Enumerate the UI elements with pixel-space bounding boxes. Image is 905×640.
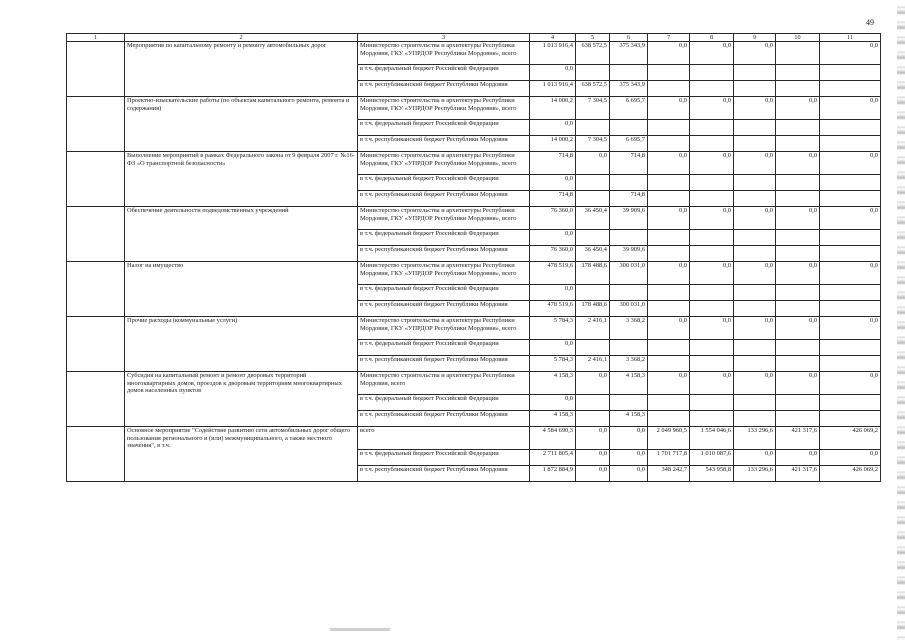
header-cell: 2 [125,34,358,42]
amount-cell: 543 958,8 [690,466,734,482]
amount-cell: 76 360,0 [530,207,576,230]
amount-cell [776,356,820,372]
row-number-cell [67,152,125,207]
amount-cell [690,65,734,81]
funding-source-cell: всего [358,427,530,450]
amount-cell [776,411,820,427]
amount-cell: 0,0 [734,317,776,340]
amount-cell [734,120,776,136]
amount-cell [820,191,881,207]
amount-cell: 0,0 [820,317,881,340]
amount-cell: 0,0 [530,285,576,301]
amount-cell: 0,0 [776,262,820,285]
funding-source-cell: Министерство строительства и архитектуры Республики Мордовия, ГКУ «УПРДОР Республики Мордовия», всего [358,207,530,230]
amount-cell: 0,0 [530,120,576,136]
amount-cell: 39 909,6 [610,246,648,262]
amount-cell: 0,0 [648,42,690,65]
amount-cell [576,230,610,246]
amount-cell [734,301,776,317]
amount-cell [820,356,881,372]
amount-cell [690,395,734,411]
row-number-cell [67,207,125,262]
amount-cell: 0,0 [820,207,881,230]
funding-source-cell: в т.ч. федеральный бюджет Российской Федерации [358,175,530,191]
amount-cell [820,65,881,81]
funding-source-cell: Министерство строительства и архитектуры Республики Мордовия, всего [358,372,530,395]
funding-source-cell: в т.ч. федеральный бюджет Российской Федерации [358,65,530,81]
amount-cell: 178 488,6 [576,301,610,317]
amount-cell [776,42,820,65]
amount-cell: 714,8 [530,191,576,207]
amount-cell: 0,0 [610,427,648,450]
amount-cell: 39 909,6 [610,207,648,230]
amount-cell: 0,0 [648,207,690,230]
amount-cell: 0,0 [576,152,610,175]
header-cell: 3 [358,34,530,42]
amount-cell [734,81,776,97]
amount-cell: 714,8 [610,191,648,207]
amount-cell [776,246,820,262]
amount-cell [820,175,881,191]
table-row [67,317,881,340]
amount-cell: 714,8 [530,152,576,175]
scan-edge-artifact [897,0,905,640]
row-number-cell [67,427,125,482]
amount-cell: 0,0 [530,395,576,411]
amount-cell: 375 343,9 [610,42,648,65]
amount-cell: 3 368,2 [610,317,648,340]
amount-cell [776,81,820,97]
amount-cell: 1 701 717,8 [648,450,690,466]
amount-cell: 1 554 046,6 [690,427,734,450]
amount-cell [734,246,776,262]
amount-cell [776,65,820,81]
amount-cell [648,356,690,372]
amount-cell: 300 031,0 [610,301,648,317]
amount-cell [690,81,734,97]
amount-cell [648,411,690,427]
funding-source-cell: в т.ч. республиканский бюджет Республики Мордовия [358,466,530,482]
amount-cell: 0,0 [734,152,776,175]
amount-cell [690,230,734,246]
amount-cell [648,191,690,207]
amount-cell [690,136,734,152]
amount-cell [776,230,820,246]
amount-cell [820,411,881,427]
amount-cell [690,411,734,427]
amount-cell [610,120,648,136]
amount-cell [648,81,690,97]
amount-cell: 478 519,6 [530,262,576,285]
amount-cell: 0,0 [734,42,776,65]
funding-source-cell: Министерство строительства и архитектуры Республики Мордовия, ГКУ «УПРДОР Республики Мордовия», всего [358,262,530,285]
amount-cell: 6 695,7 [610,97,648,120]
amount-cell: 0,0 [734,262,776,285]
amount-cell: 0,0 [690,207,734,230]
table-row [67,372,881,395]
amount-cell [576,65,610,81]
amount-cell [610,175,648,191]
amount-cell [648,340,690,356]
amount-cell [690,285,734,301]
amount-cell: 0,0 [690,97,734,120]
amount-cell: 76 360,0 [530,246,576,262]
amount-cell [610,230,648,246]
measure-name-cell: Субсидия на капитальный ремонт и ремонт дворовых территорий многоквартирных домов, проездов к дворовым территориям многоквартирных домов населенных пунктов [125,372,358,427]
amount-cell [690,301,734,317]
amount-cell [776,285,820,301]
amount-cell [576,340,610,356]
amount-cell: 0,0 [648,262,690,285]
amount-cell: 0,0 [610,450,648,466]
amount-cell: 1 872 884,9 [530,466,576,482]
amount-cell [734,285,776,301]
amount-cell [820,230,881,246]
amount-cell: 7 304,5 [576,97,610,120]
table-row [67,42,881,65]
amount-cell [648,230,690,246]
amount-cell: 0,0 [734,450,776,466]
amount-cell [820,246,881,262]
measure-name-cell: Проектно-изыскательские работы (по объектам капитального ремонта, ремонта и содержания) [125,97,358,152]
amount-cell: 6 695,7 [610,136,648,152]
funding-source-cell: в т.ч. федеральный бюджет Российской Федерации [358,340,530,356]
measure-name-cell: Обеспечение деятельности подведомственных учреждений [125,207,358,262]
amount-cell: 2 049 960,5 [648,427,690,450]
amount-cell [820,301,881,317]
funding-source-cell: в т.ч. республиканский бюджет Республики Мордовия [358,411,530,427]
amount-cell: 0,0 [576,372,610,395]
measure-name-cell: Мероприятия по капитальному ремонту и ремонту автомобильных дорог [125,42,358,97]
scan-mark [330,628,390,631]
amount-cell: 0,0 [576,466,610,482]
amount-cell [820,120,881,136]
amount-cell [576,191,610,207]
funding-source-cell: в т.ч. республиканский бюджет Республики Мордовия [358,81,530,97]
amount-cell: 0,0 [610,466,648,482]
row-number-cell [67,317,125,372]
funding-source-cell: в т.ч. республиканский бюджет Республики Мордовия [358,356,530,372]
amount-cell [734,395,776,411]
amount-cell: 638 572,5 [576,42,610,65]
amount-cell: 0,0 [820,97,881,120]
amount-cell: 4 158,3 [530,372,576,395]
amount-cell: 2 416,1 [576,356,610,372]
amount-cell: 133 296,6 [734,466,776,482]
funding-source-cell: в т.ч. федеральный бюджет Российской Федерации [358,285,530,301]
amount-cell: 0,0 [648,152,690,175]
amount-cell: 0,0 [776,450,820,466]
amount-cell [820,136,881,152]
funding-source-cell: в т.ч. федеральный бюджет Российской Федерации [358,120,530,136]
header-cell: 7 [648,34,690,42]
amount-cell: 0,0 [820,372,881,395]
amount-cell [734,411,776,427]
header-cell: 11 [820,34,881,42]
amount-cell: 4 158,3 [610,411,648,427]
amount-cell: 14 000,2 [530,97,576,120]
amount-cell: 0,0 [530,340,576,356]
amount-cell [690,120,734,136]
funding-source-cell: в т.ч. республиканский бюджет Республики Мордовия [358,301,530,317]
amount-cell [610,285,648,301]
amount-cell: 0,0 [820,42,881,65]
funding-source-cell: в т.ч. федеральный бюджет Российской Федерации [358,395,530,411]
amount-cell: 421 317,6 [776,427,820,450]
amount-cell: 4 584 690,3 [530,427,576,450]
amount-cell [776,136,820,152]
amount-cell: 0,0 [776,152,820,175]
amount-cell: 348 242,7 [648,466,690,482]
amount-cell [734,340,776,356]
funding-source-cell: в т.ч. республиканский бюджет Республики Мордовия [358,191,530,207]
amount-cell [648,65,690,81]
header-cell: 10 [776,34,820,42]
amount-cell: 0,0 [776,97,820,120]
amount-cell [576,395,610,411]
amount-cell [776,191,820,207]
amount-cell [820,285,881,301]
amount-cell [776,120,820,136]
amount-cell [690,356,734,372]
amount-cell: 0,0 [820,262,881,285]
amount-cell: 36 450,4 [576,207,610,230]
row-number-cell [67,372,125,427]
amount-cell: 3 368,2 [610,356,648,372]
amount-cell: 1 010 087,6 [690,450,734,466]
amount-cell: 0,0 [776,207,820,230]
table-body [67,42,881,482]
amount-cell [776,340,820,356]
amount-cell: 0,0 [648,97,690,120]
row-number-cell [67,42,125,97]
measure-name-cell: Налог на имущество [125,262,358,317]
amount-cell [734,230,776,246]
amount-cell: 638 572,5 [576,81,610,97]
row-number-cell [67,97,125,152]
amount-cell [576,411,610,427]
header-cell: 5 [576,34,610,42]
funding-source-cell: Министерство строительства и архитектуры Республики Мордовия, ГКУ «УПРДОР Республики Мордовия», всего [358,97,530,120]
amount-cell: 0,0 [820,450,881,466]
amount-cell [820,81,881,97]
amount-cell [648,120,690,136]
amount-cell [648,136,690,152]
amount-cell [648,246,690,262]
amount-cell: 421 317,6 [776,466,820,482]
header-cell: 4 [530,34,576,42]
amount-cell: 133 296,6 [734,427,776,450]
amount-cell [690,340,734,356]
amount-cell: 0,0 [576,450,610,466]
amount-cell: 426 069,2 [820,427,881,450]
amount-cell [576,175,610,191]
header-cell: 9 [734,34,776,42]
header-cell: 6 [610,34,648,42]
header-row [67,34,881,42]
amount-cell [648,175,690,191]
amount-cell: 0,0 [530,230,576,246]
funding-source-cell: в т.ч. федеральный бюджет Российской Федерации [358,230,530,246]
measure-name-cell: Основное мероприятие "Содействие развитию сети автомобильных дорог общего пользования регионального и (или) межмуниципального, а также местного значения", в т.ч. [125,427,358,482]
amount-cell [690,246,734,262]
amount-cell: 426 069,2 [820,466,881,482]
amount-cell [734,356,776,372]
amount-cell [734,136,776,152]
page-number: 49 [866,18,874,27]
amount-cell [576,120,610,136]
funding-source-cell: Министерство строительства и архитектуры Республики Мордовия, ГКУ «УПРДОР Республики Мордовия», всего [358,317,530,340]
measure-name-cell: Выполнение мероприятий в рамках Федерального закона от 9 февраля 2007 г. №16-ФЗ «О транспортной безопасности» [125,152,358,207]
amount-cell: 2 711 805,4 [530,450,576,466]
amount-cell [610,65,648,81]
amount-cell [690,175,734,191]
amount-cell: 0,0 [576,427,610,450]
header-cell: 8 [690,34,734,42]
amount-cell: 0,0 [690,317,734,340]
funding-source-cell: Министерство строительства и архитектуры Республики Мордовия, ГКУ «УПРДОР Республики Мордовия», всего [358,42,530,65]
table-row [67,262,881,285]
amount-cell: 0,0 [530,175,576,191]
row-number-cell [67,262,125,317]
amount-cell [776,175,820,191]
budget-table [66,33,881,482]
table-row [67,152,881,175]
amount-cell: 714,8 [610,152,648,175]
amount-cell: 0,0 [690,152,734,175]
amount-cell: 7 304,5 [576,136,610,152]
amount-cell: 0,0 [648,372,690,395]
amount-cell: 0,0 [776,317,820,340]
funding-source-cell: в т.ч. республиканский бюджет Республики Мордовия [358,136,530,152]
amount-cell: 0,0 [690,262,734,285]
amount-cell: 5 784,3 [530,356,576,372]
amount-cell: 0,0 [734,207,776,230]
amount-cell: 0,0 [734,97,776,120]
amount-cell: 1 013 916,4 [530,81,576,97]
amount-cell: 14 000,2 [530,136,576,152]
amount-cell: 5 784,3 [530,317,576,340]
amount-cell [776,395,820,411]
amount-cell [734,65,776,81]
amount-cell: 1 013 916,4 [530,42,576,65]
amount-cell [776,301,820,317]
amount-cell [734,191,776,207]
funding-source-cell: в т.ч. республиканский бюджет Республики Мордовия [358,246,530,262]
amount-cell [648,395,690,411]
amount-cell: 178 488,6 [576,262,610,285]
amount-cell [820,340,881,356]
table-row [67,97,881,120]
table-row [67,207,881,230]
amount-cell: 0,0 [530,65,576,81]
amount-cell [576,285,610,301]
amount-cell [648,301,690,317]
amount-cell [820,395,881,411]
amount-cell: 36 450,4 [576,246,610,262]
amount-cell: 478 519,6 [530,301,576,317]
amount-cell: 375 343,9 [610,81,648,97]
funding-source-cell: Министерство строительства и архитектуры Республики Мордовия, ГКУ «УПРДОР Республики Мордовия», всего [358,152,530,175]
amount-cell: 4 158,3 [610,372,648,395]
amount-cell: 0,0 [648,317,690,340]
amount-cell: 4 158,3 [530,411,576,427]
amount-cell [610,395,648,411]
amount-cell: 300 031,0 [610,262,648,285]
amount-cell: 2 416,1 [576,317,610,340]
amount-cell: 0,0 [690,42,734,65]
amount-cell [690,191,734,207]
amount-cell [648,285,690,301]
funding-source-cell: в т.ч. федеральный бюджет Российской Федерации [358,450,530,466]
amount-cell: 0,0 [690,372,734,395]
measure-name-cell: Прочие расходы (коммунальные услуги) [125,317,358,372]
header-cell: 1 [67,34,125,42]
amount-cell: 0,0 [734,372,776,395]
amount-cell: 0,0 [820,152,881,175]
amount-cell [610,340,648,356]
amount-cell [734,175,776,191]
table-row [67,427,881,450]
amount-cell: 0,0 [776,372,820,395]
